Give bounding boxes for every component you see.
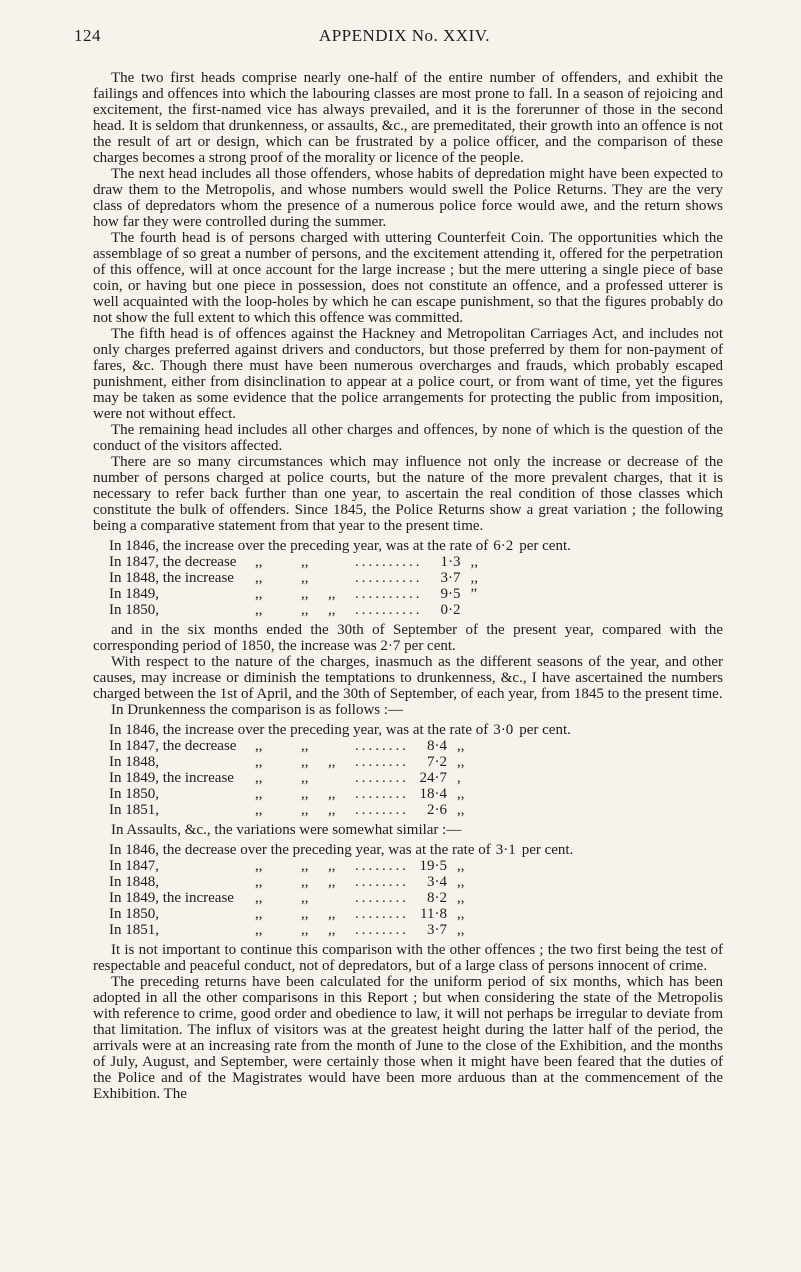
row-value: 0·2 <box>440 602 461 618</box>
page-header <box>74 26 735 52</box>
ditto-mark: ,, <box>301 874 309 890</box>
table-row <box>109 770 723 786</box>
row-unit: per cent. <box>519 722 571 738</box>
row-label: In 1850, <box>109 602 159 618</box>
ditto-mark: ,, <box>255 570 263 586</box>
ditto-mark: ,, <box>301 906 309 922</box>
paragraph: and in the six months ended the 30th of September of the present year, compared with the corresponding period of 1850, the increase was 2·7 per cent. <box>93 622 723 654</box>
assaults-table <box>109 842 723 938</box>
ditto-mark: ,, <box>328 786 336 802</box>
paragraph: The fifth head is of offences against the Hackney and Metropolitan Carriages Act, and includes not only charges preferred against drivers and conductors, but those preferred by them for non-payment of fares, &c. Though there must have been numerous overcharges and frauds, which probably escaped punishment, either from disinclination to appear at a police court, or from want of time, yet the figures may be taken as some evidence that the police arrangements for protecting the public from imposition, were not without effect. <box>93 326 723 422</box>
table-row <box>109 786 723 802</box>
row-unit: ,, <box>457 858 465 874</box>
ditto-mark: ,, <box>255 906 263 922</box>
leader-dots: ........ <box>355 890 409 906</box>
row-unit: ,, <box>457 874 465 890</box>
row-unit: , <box>457 770 461 786</box>
table-row <box>109 858 723 874</box>
leader-dots: ........ <box>355 754 409 770</box>
table-row <box>109 890 723 906</box>
page-number: 124 <box>74 26 101 45</box>
row-label: In 1847, <box>109 858 159 874</box>
ditto-mark: ,, <box>255 602 263 618</box>
leader-dots: ........ <box>355 770 409 786</box>
row-value: 3·7 <box>427 922 447 938</box>
leader-dots: .......... <box>355 570 423 586</box>
general-comparison-table <box>109 538 723 618</box>
leader-dots: ........ <box>355 906 409 922</box>
row-label: In 1850, <box>109 906 159 922</box>
row-label: In 1848, <box>109 754 159 770</box>
row-label: In 1847, the decrease <box>109 738 237 754</box>
row-value: 11·8 <box>420 906 447 922</box>
ditto-mark: ,, <box>301 586 309 602</box>
row-unit: ,, <box>457 802 465 818</box>
row-unit: per cent. <box>519 538 571 554</box>
ditto-mark: ,, <box>255 858 263 874</box>
page-body <box>93 70 723 1102</box>
row-text: In 1846, the increase over the preceding year, was at the rate of <box>109 538 489 554</box>
ditto-mark: ,, <box>328 802 336 818</box>
ditto-mark: ,, <box>301 770 309 786</box>
row-label: In 1849, the increase <box>109 770 234 786</box>
row-unit: ” <box>470 586 478 602</box>
row-label: In 1847, the decrease <box>109 554 237 570</box>
row-unit: ,, <box>457 738 465 754</box>
row-value: 8·4 <box>427 738 447 754</box>
paragraph: It is not important to continue this comparison with the other offences ; the two first being the test of respectable and peaceful conduct, not of depredators, but of a large class of persons innocent of crime. <box>93 942 723 974</box>
row-value: 1·3 <box>440 554 461 570</box>
row-value: 3·0 <box>493 722 514 738</box>
row-unit: ,, <box>470 570 478 586</box>
ditto-mark: ,, <box>301 858 309 874</box>
ditto-mark: ,, <box>301 802 309 818</box>
paragraph: The next head includes all those offenders, whose habits of depredation might have been expected to draw them to the Metropolis, and whose numbers would swell the Police Returns. They are the very class of depredators whom the presence of a numerous police force would awe, and the return shows how far they were controlled during the summer. <box>93 166 723 230</box>
row-unit: per cent. <box>521 842 574 858</box>
ditto-mark: ,, <box>328 586 336 602</box>
table-row <box>109 754 723 770</box>
assaults-intro: In Assaults, &c., the variations were somewhat similar :— <box>111 822 462 838</box>
ditto-mark: ,, <box>328 858 336 874</box>
leader-dots: .......... <box>355 586 423 602</box>
ditto-mark: ,, <box>301 602 309 618</box>
table-row <box>109 842 723 858</box>
row-value: 8·2 <box>427 890 447 906</box>
ditto-mark: ,, <box>255 754 263 770</box>
ditto-mark: ,, <box>301 786 309 802</box>
row-value: 9·5 <box>440 586 461 602</box>
row-value: 3·7 <box>440 570 461 586</box>
row-value: 3·4 <box>427 874 447 890</box>
leader-dots: ........ <box>355 802 409 818</box>
paragraph: With respect to the nature of the charges, inasmuch as the different seasons of the year, and other causes, may increase or diminish the temptations to drunkenness, &c., I have ascertained the numbers charged between the 1st of April, and the 30th of September, of each year, from 1845 to the present time. <box>93 654 723 702</box>
row-label: In 1851, <box>109 802 159 818</box>
row-label: In 1850, <box>109 786 159 802</box>
table-row <box>109 874 723 890</box>
table-row <box>109 570 723 586</box>
table-row <box>109 586 723 602</box>
ditto-mark: ,, <box>255 554 263 570</box>
row-label: In 1848, <box>109 874 159 890</box>
row-value: 2·6 <box>427 802 447 818</box>
paragraph: There are so many circumstances which may influence not only the increase or decrease of the number of persons charged at police courts, but the nature of the more prevalent charges, that it is necessary to refer back further than one year, to ascertain the real condition of those classes which constitute the bulk of offenders. Since 1845, the Police Returns show a great variation ; the following being a comparative statement from that year to the present time. <box>93 454 723 534</box>
row-label: In 1849, the increase <box>109 890 234 906</box>
row-value: 18·4 <box>419 786 447 802</box>
row-unit: ,, <box>457 754 465 770</box>
ditto-mark: ,, <box>255 786 263 802</box>
row-label: In 1849, <box>109 586 159 602</box>
table-row <box>109 722 723 738</box>
table-row <box>109 906 723 922</box>
ditto-mark: ,, <box>255 770 263 786</box>
leader-dots: ........ <box>355 738 409 754</box>
leader-dots: ........ <box>355 858 409 874</box>
ditto-mark: ,, <box>255 802 263 818</box>
running-title: APPENDIX No. XXIV. <box>318 26 491 45</box>
ditto-mark: ,, <box>301 738 309 754</box>
row-value: 6·2 <box>493 538 514 554</box>
closing-paragraphs <box>93 942 723 1102</box>
table-row <box>109 602 723 618</box>
row-unit: ,, <box>457 922 465 938</box>
ditto-mark: ,, <box>255 874 263 890</box>
paragraph: In Drunkenness the comparison is as follows :— <box>111 702 404 718</box>
ditto-mark: ,, <box>328 906 336 922</box>
ditto-mark: ,, <box>255 738 263 754</box>
ditto-mark: ,, <box>255 890 263 906</box>
ditto-mark: ,, <box>301 922 309 938</box>
row-unit: ,, <box>457 906 465 922</box>
middle-paragraphs <box>93 622 723 718</box>
table-row <box>109 738 723 754</box>
paragraph: The remaining head includes all other charges and offences, by none of which is the question of the conduct of the visitors affected. <box>93 422 723 454</box>
paragraph: The fourth head is of persons charged with uttering Counterfeit Coin. The opportunities which the assemblage of so great a number of persons, and the excitement attending it, offered for the perpetration of this offence, will at once account for the large increase ; but the mere uttering a single piece of base coin, or having but one piece in possession, does not constitute an offence, and a professed utterer is well acquainted with the loop-holes by which he can escape punishment, so that the figures probably do not show the full extent to which this offence was committed. <box>93 230 723 326</box>
row-unit: ,, <box>457 786 465 802</box>
ditto-mark: ,, <box>328 754 336 770</box>
row-value: 19·5 <box>419 858 447 874</box>
ditto-mark: ,, <box>301 570 309 586</box>
table-row <box>109 802 723 818</box>
paragraph: The preceding returns have been calculated for the uniform period of six months, which has been adopted in all the other comparisons in this Report ; but when considering the state of the Metropolis with reference to crime, good order and obedience to law, it will not perhaps be irregular to deviate from that limitation. The influx of visitors was at the greatest height during the latter half of the period, the arrivals were at an increasing rate from the month of June to the close of the Exhibition, and the months of July, August, and September, were certainly those when it might have been feared that the duties of the Police and of the Magistrates would have been more arduous than at the commencement of the Exhibition. The <box>93 974 723 1102</box>
row-value: 24·7 <box>419 770 447 786</box>
intro-paragraphs <box>93 70 723 534</box>
row-label: In 1848, the increase <box>109 570 234 586</box>
ditto-mark: ,, <box>328 922 336 938</box>
leader-dots: .......... <box>355 554 423 570</box>
table-row <box>109 554 723 570</box>
leader-dots: .......... <box>355 602 423 618</box>
leader-dots: ........ <box>355 874 409 890</box>
table-row <box>109 538 723 554</box>
row-text: In 1846, the increase over the preceding year, was at the rate of <box>109 722 489 738</box>
drunkenness-table <box>109 722 723 818</box>
ditto-mark: ,, <box>301 754 309 770</box>
ditto-mark: ,, <box>255 922 263 938</box>
row-unit: ,, <box>457 890 465 906</box>
row-value: 3·1 <box>495 842 516 858</box>
leader-dots: ........ <box>355 786 409 802</box>
ditto-mark: ,, <box>301 554 309 570</box>
ditto-mark: ,, <box>328 874 336 890</box>
row-text: In 1846, the decrease over the preceding year, was at the rate of <box>109 842 491 858</box>
ditto-mark: ,, <box>328 602 336 618</box>
ditto-mark: ,, <box>301 890 309 906</box>
ditto-mark: ,, <box>255 586 263 602</box>
row-label: In 1851, <box>109 922 159 938</box>
table-row <box>109 922 723 938</box>
paragraph: The two first heads comprise nearly one-half of the entire number of offenders, and exhibit the failings and offences into which the labouring classes are most prone to fall. In a season of rejoicing and excitement, the first-named vice has always prevailed, and it is the forerunner of those in the second head. It is seldom that drunkenness, or assaults, &c., are premeditated, their growth into an offence is not the result of art or design, which can be frustrated by a police officer, and the comparison of these charges becomes a strong proof of the morality or licence of the people. <box>93 70 723 166</box>
row-value: 7·2 <box>427 754 447 770</box>
leader-dots: ........ <box>355 922 409 938</box>
row-unit: ,, <box>470 554 478 570</box>
